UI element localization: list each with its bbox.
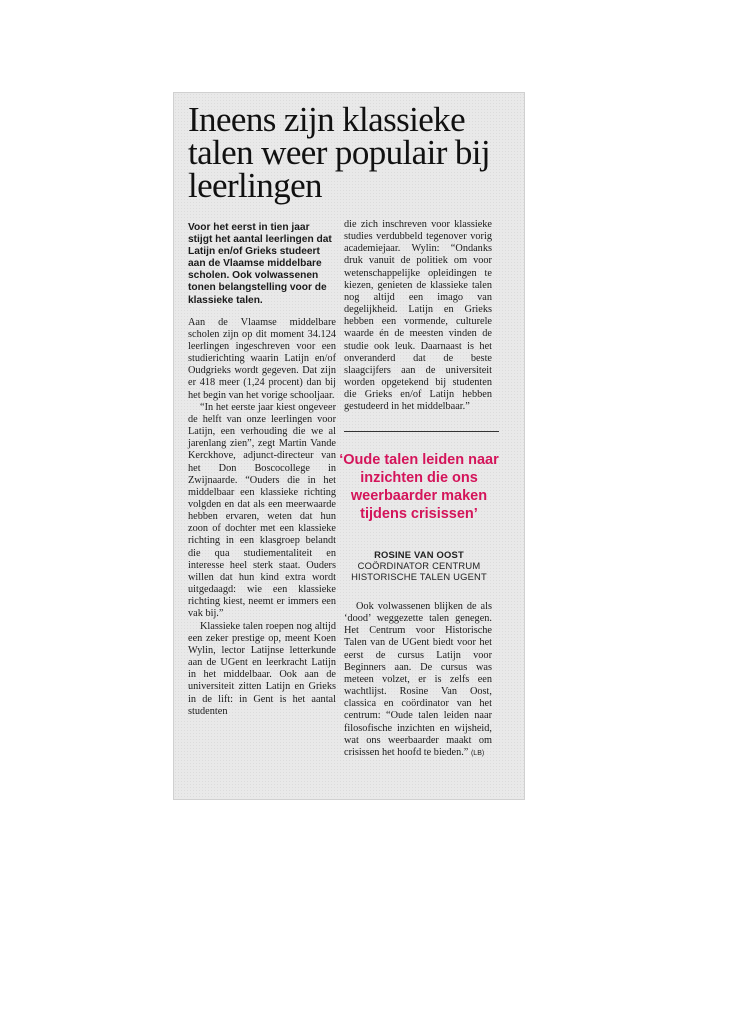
pull-quote: ‘Oude talen leiden naar inzichten die ons weerbaarder maken tijdens crisissen’ [339, 452, 499, 522]
body-paragraph: die zich inschreven voor klassieke studies verdubbeld tegenover vorig academiejaar. Wylin: “Ondanks druk vanuit de politiek om voor wetenschappelijke opleidingen te kiezen, genieten de klassieke talen nog altijd een imago van degelijkheid. Latijn en Grieks hebben een vormende, culturele waarde én de meesten vinden de studie ook leuk. Daarnaast is het onveranderd dat de beste slaagcijfers aan de universiteit worden opgetekend bij studenten die Grieks en/of Latijn hebben gestudeerd in het middelbaar.” [344, 219, 492, 413]
left-column [188, 222, 336, 718]
quote-role: HISTORISCHE TALEN UGENT [351, 571, 487, 582]
headline: Ineens zijn klassieke talen weer populair bij leerlingen [188, 100, 491, 205]
divider [344, 431, 499, 432]
body-paragraph: “In het eerste jaar kiest ongeveer de helft van onze leerlingen voor Latijn, een verhouding die we al jarenlang zien”, zegt Martin Vande Kerckhove, adjunct-directeur van het Don Boscocollege in Zwijnaarde. “Ouders die in het middelbaar een klassieke richting volgden en dat als een meerwaarde hebben ervaren, weten dat hun zoon of dochter met een klassieke richting in een klasgroep belandt die qua studiementaliteit en interesse heel sterk staat. Ouders willen dat hun kind extra wordt uitgedaagd: wie een klassieke richting kiest, neemt er immers een vak bij.” [188, 401, 336, 620]
body-text: Ook volwassenen blijken de als ‘dood’ weggezette talen genegen. Het Centrum voor Historische Talen van de UGent biedt voor het eerst de cursus Latijn voor Beginners aan. De cursus was meteen volzet, er is zelfs een wachtlijst. Rosine Van Oost, classica en coördinator van het centrum: “Oude talen leiden naar filosofische inzichten en wijsheid, wat ons weerbaarder maakt om crisissen het hoofd te bieden.” [344, 601, 492, 758]
body-paragraph: Klassieke talen roepen nog altijd een zeker prestige op, meent Koen Wylin, lector Latijnse letterkunde aan de UGent en leerkracht Latijn in het middelbaar. Ook aan de universiteit zitten Latijn en Grieks in de lift: in Gent is het aantal studenten [188, 620, 336, 717]
right-column-bottom [344, 601, 492, 760]
quote-attribution [334, 549, 504, 582]
author-initials: (LB) [470, 749, 485, 757]
newspaper-clipping [174, 93, 524, 799]
body-paragraph [344, 601, 492, 760]
lead-paragraph: Voor het eerst in tien jaar stijgt het aantal leerlingen dat Latijn en/of Grieks studeert aan de Vlaamse middelbare scholen. Ook volwassenen tonen belangstelling voor de klassieke talen. [188, 222, 332, 306]
body-paragraph: Aan de Vlaamse middelbare scholen zijn op dit moment 34.124 leerlingen ingeschreven voor een studierichting waarin Latijn en/of Oudgrieks wordt gegeven. Dat zijn er 418 meer (1,24 procent) dan bij het begin van het vorige schooljaar. [188, 316, 336, 401]
quote-role: COÖRDINATOR CENTRUM [357, 560, 481, 571]
right-column-top [344, 219, 492, 414]
quote-name: ROSINE VAN OOST [374, 549, 464, 560]
